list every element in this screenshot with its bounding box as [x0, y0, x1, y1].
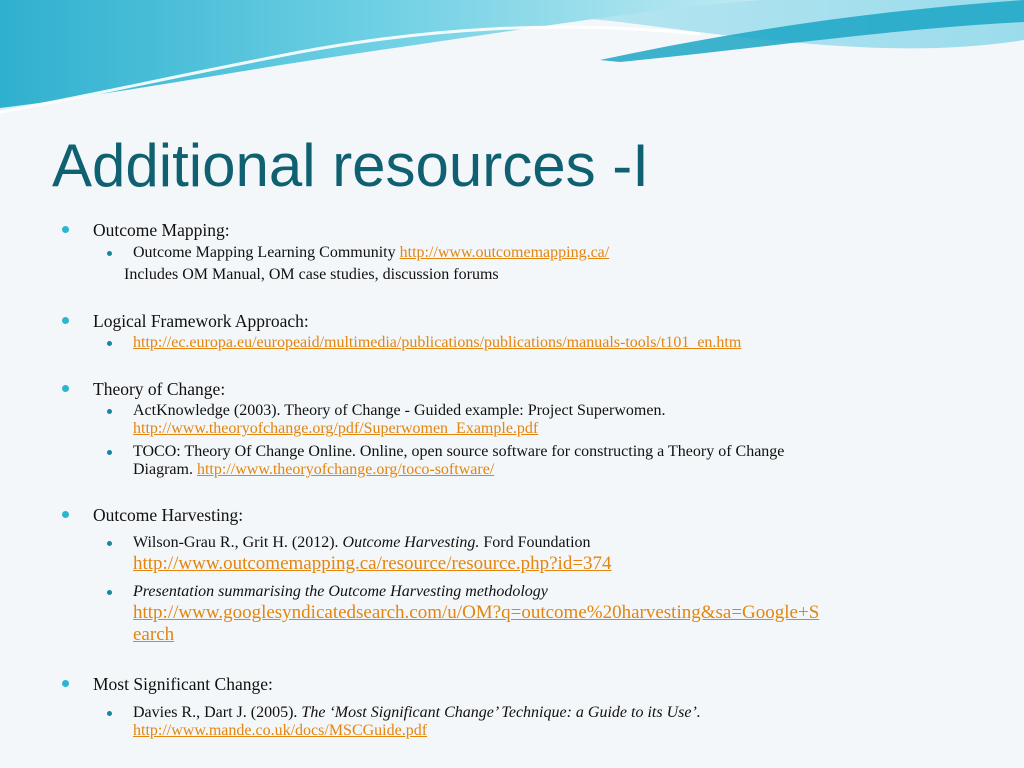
presentation-title: Presentation summarising the Outcome Harvesting methodology: [133, 583, 548, 600]
list-item-link-line: [133, 722, 427, 740]
section-heading-logframe: Logical Framework Approach:: [93, 311, 309, 331]
level2-bullet: [107, 251, 112, 256]
list-item-text: [133, 583, 548, 601]
citation-publisher: Ford Foundation: [483, 534, 591, 551]
level2-bullet: [107, 541, 112, 546]
europa-manual-link[interactable]: http://ec.europa.eu/europeaid/multimedia/publications/publications/manuals-tools/t101_en.htm: [133, 334, 742, 351]
citation-title: Outcome Harvesting.: [342, 534, 480, 551]
list-item-text: TOCO: Theory Of Change Online. Online, open source software for constructing a Theory of Change: [133, 443, 785, 460]
list-item-continuation: [133, 461, 494, 479]
level2-bullet: [107, 409, 112, 414]
level2-bullet: [107, 711, 112, 716]
level1-bullet: [62, 511, 69, 518]
outcome-harvesting-resource-link[interactable]: http://www.outcomemapping.ca/resource/resource.php?id=374: [133, 553, 612, 574]
outcome-mapping-link[interactable]: http://www.outcomemapping.ca/: [399, 244, 610, 261]
list-item-citation: [133, 534, 591, 552]
msc-guide-link[interactable]: http://www.mande.co.uk/docs/MSCGuide.pdf: [133, 722, 428, 739]
list-item-text: ActKnowledge (2003). Theory of Change - Guided example: Project Superwomen.: [133, 402, 666, 419]
level1-bullet: [62, 385, 69, 392]
level1-bullet: [62, 680, 69, 687]
slide-title: Additional resources -I: [52, 132, 649, 199]
level2-bullet: [107, 450, 112, 455]
google-search-link[interactable]: http://www.googlesyndicatedsearch.com/u/OM?q=outcome%20harvesting&sa=Google+S: [133, 602, 820, 623]
item-text: Outcome Mapping Learning Community: [133, 244, 396, 261]
citation-title: The ‘Most Significant Change’ Technique: a Guide to its Use’.: [301, 704, 701, 721]
section-heading-outcome-harvesting: Outcome Harvesting:: [93, 505, 244, 525]
list-item: [133, 244, 609, 262]
citation-authors: Davies R., Dart J. (2005).: [133, 704, 298, 721]
section-heading-theory-of-change: Theory of Change:: [93, 379, 226, 399]
item-text: Diagram.: [133, 461, 193, 478]
list-item-link-line: [133, 602, 819, 624]
level1-bullet: [62, 226, 69, 233]
level1-bullet: [62, 317, 69, 324]
section-heading-outcome-mapping: Outcome Mapping:: [93, 220, 230, 240]
superwomen-example-link[interactable]: http://www.theoryofchange.org/pdf/Superwomen_Example.pdf: [133, 420, 539, 437]
list-item-link-line: [133, 553, 612, 575]
citation-authors: Wilson-Grau R., Grit H. (2012).: [133, 534, 339, 551]
list-item-link-line: [133, 420, 538, 438]
google-search-link-continuation[interactable]: earch: [133, 624, 175, 645]
list-item-link-line: [133, 624, 174, 646]
section-heading-most-significant-change: Most Significant Change:: [93, 674, 273, 694]
item-note: Includes OM Manual, OM case studies, discussion forums: [124, 266, 499, 283]
toco-software-link[interactable]: http://www.theoryofchange.org/toco-software/: [196, 461, 495, 478]
level2-bullet: [107, 341, 112, 346]
level2-bullet: [107, 590, 112, 595]
list-item-citation: [133, 704, 701, 722]
list-item: [133, 334, 741, 352]
